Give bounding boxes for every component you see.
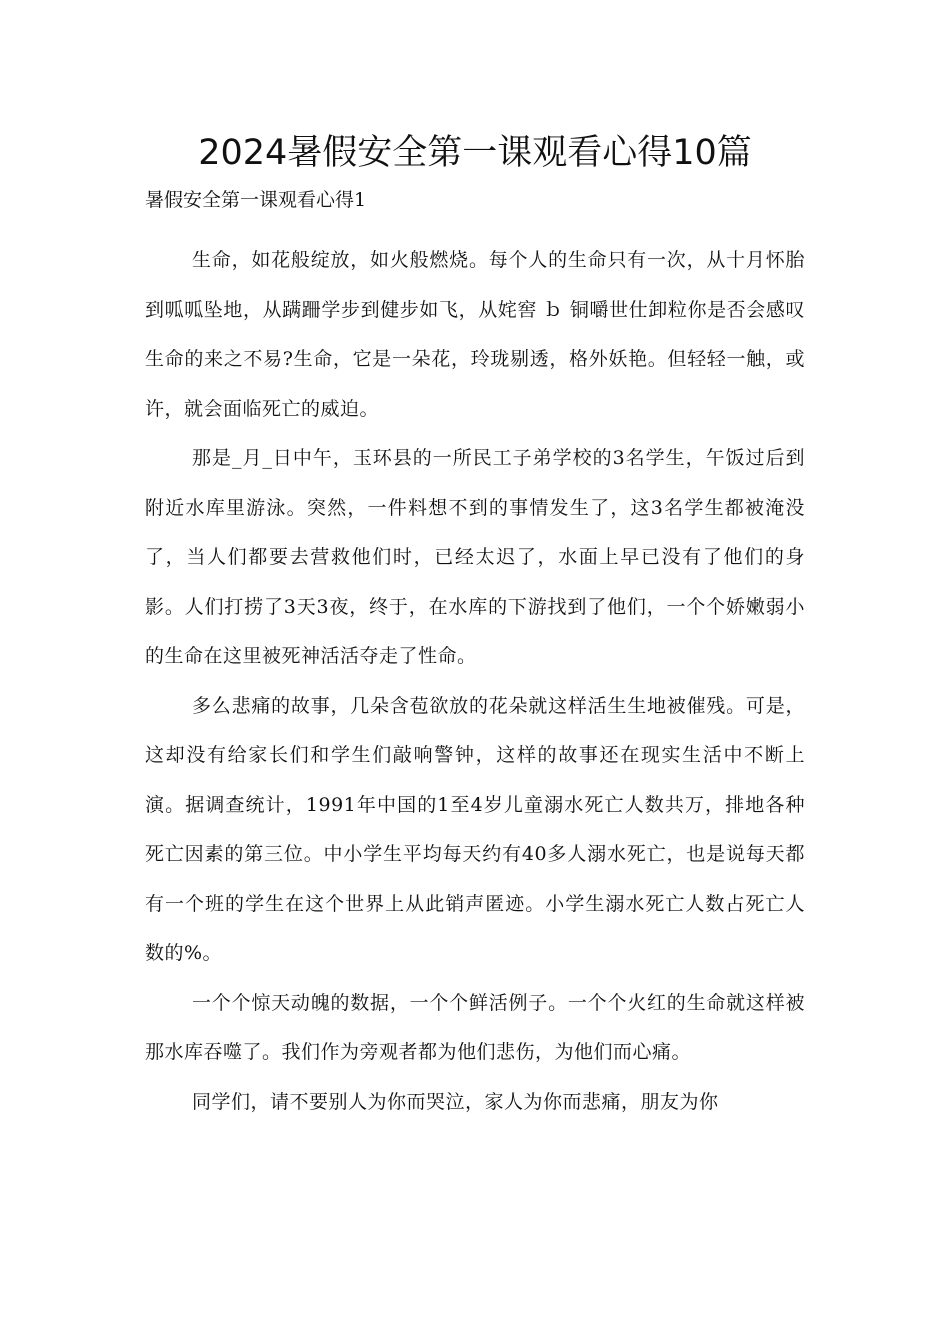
- section-heading: 暑假安全第一课观看心得1: [145, 189, 367, 211]
- document-title: 2024暑假安全第一课观看心得10篇: [198, 133, 752, 173]
- paragraph-1: 生命，如花般绽放，如火般燃烧。每个人的生命只有一次，从十月怀胎到呱呱坠地，从蹒跚学步到健步如飞，从姹窖 ｂ 铜嚼世仕卸粒你是否会感叹生命的来之不易?生命，它是一朵花，玲珑剔透，格外妖艳。但轻轻一触，或许，就会面临死亡的威迫。: [145, 249, 805, 420]
- document-body: [145, 236, 805, 1127]
- paragraph-5: 同学们，请不要别人为你而哭泣，家人为你而悲痛，朋友为你: [192, 1090, 719, 1113]
- paragraph-3: 多么悲痛的故事，几朵含苞欲放的花朵就这样活生生地被催残。可是，这却没有给家长们和学生们敲响警钟，这样的故事还在现实生活中不断上演。据调查统计，1991年中国的1至4岁儿童溺水死亡人数共万，排地各种死亡因素的第三位。中小学生平均每天约有40多人溺水死亡，也是说每天都有一个班的学生在这个世界上从此销声匿迹。小学生溺水死亡人数占死亡人数的%。: [145, 694, 805, 964]
- paragraph-2: 那是_月_日中午，玉环县的一所民工子弟学校的3名学生，午饭过后到附近水库里游泳。突然，一件料想不到的事情发生了，这3名学生都被淹没了，当人们都要去营救他们时，已经太迟了，水面上早已没有了他们的身影。人们打捞了3天3夜，终于，在水库的下游找到了他们，一个个娇嫩弱小的生命在这里被死神活活夺走了性命。: [145, 447, 805, 667]
- paragraph-4: 一个个惊天动魄的数据，一个个鲜活例子。一个个火红的生命就这样被那水库吞噬了。我们作为旁观者都为他们悲伤，为他们而心痛。: [145, 991, 805, 1063]
